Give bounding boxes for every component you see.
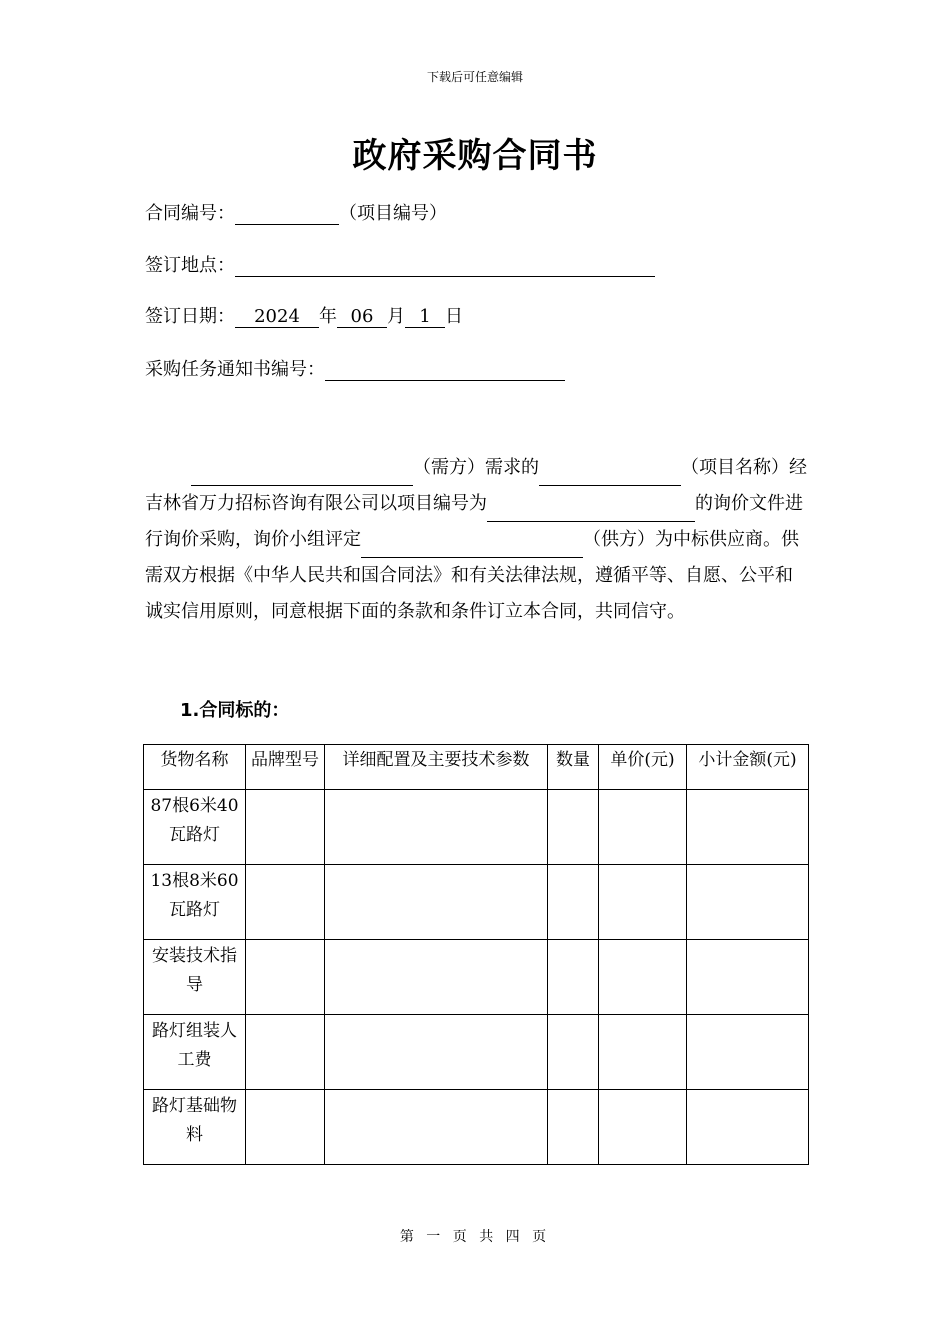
page-footer: 第 一 页 共 四 页 bbox=[399, 1229, 551, 1245]
intro-paragraph bbox=[145, 450, 810, 630]
header-subtotal: 小计金额(元) bbox=[687, 745, 809, 790]
unit-price-cell[interactable] bbox=[599, 790, 687, 865]
table-row bbox=[144, 1090, 809, 1165]
project-number-blank[interactable] bbox=[487, 501, 695, 522]
specs-cell[interactable] bbox=[325, 940, 548, 1015]
contract-number-line bbox=[145, 199, 447, 225]
signing-date-year[interactable]: 2024 bbox=[235, 306, 319, 328]
goods-name-cell: 87根6米40瓦路灯 bbox=[144, 790, 246, 865]
goods-name-cell: 路灯基础物料 bbox=[144, 1090, 246, 1165]
subtotal-cell[interactable] bbox=[687, 790, 809, 865]
header-unit-price: 单价(元) bbox=[599, 745, 687, 790]
quantity-cell[interactable] bbox=[548, 865, 599, 940]
project-name-blank[interactable] bbox=[539, 465, 681, 486]
specs-cell[interactable] bbox=[325, 1015, 548, 1090]
contract-number-blank[interactable] bbox=[235, 204, 339, 225]
signing-place-line bbox=[145, 251, 655, 277]
brand-model-cell[interactable] bbox=[246, 790, 325, 865]
signing-date-line bbox=[145, 302, 463, 328]
intro-text-3: 的询价文件进行询价采购，询价小组评定 bbox=[145, 493, 803, 550]
subtotal-cell[interactable] bbox=[687, 1090, 809, 1165]
task-notice-number-line bbox=[145, 355, 565, 381]
header-brand-model: 品牌型号 bbox=[246, 745, 325, 790]
header-quantity: 数量 bbox=[548, 745, 599, 790]
goods-name-cell: 13根8米60瓦路灯 bbox=[144, 865, 246, 940]
signing-date-month[interactable]: 06 bbox=[337, 306, 387, 328]
signing-place-blank[interactable] bbox=[235, 256, 655, 277]
signing-date-label: 签订日期： bbox=[145, 306, 235, 327]
table-row bbox=[144, 1015, 809, 1090]
specs-cell[interactable] bbox=[325, 790, 548, 865]
document-title: 政府采购合同书 bbox=[352, 136, 598, 176]
signing-date-day-unit: 日 bbox=[445, 306, 463, 327]
quantity-cell[interactable] bbox=[548, 1090, 599, 1165]
header-specs: 详细配置及主要技术参数 bbox=[325, 745, 548, 790]
goods-table bbox=[143, 744, 809, 1165]
brand-model-cell[interactable] bbox=[246, 865, 325, 940]
specs-cell[interactable] bbox=[325, 1090, 548, 1165]
signing-date-month-unit: 月 bbox=[387, 306, 405, 327]
subtotal-cell[interactable] bbox=[687, 940, 809, 1015]
unit-price-cell[interactable] bbox=[599, 865, 687, 940]
unit-price-cell[interactable] bbox=[599, 940, 687, 1015]
table-row bbox=[144, 865, 809, 940]
header-goods-name: 货物名称 bbox=[144, 745, 246, 790]
contract-number-suffix: （项目编号） bbox=[339, 203, 447, 224]
brand-model-cell[interactable] bbox=[246, 1015, 325, 1090]
header-note: 下载后可任意编辑 bbox=[426, 70, 523, 84]
intro-text-2: （项目名称）经吉林省万力招标咨询有限公司以项目编号为 bbox=[145, 457, 807, 514]
signing-date-day[interactable]: 1 bbox=[405, 306, 445, 328]
brand-model-cell[interactable] bbox=[246, 940, 325, 1015]
task-notice-number-blank[interactable] bbox=[325, 360, 565, 381]
task-notice-number-label: 采购任务通知书编号： bbox=[145, 359, 325, 380]
brand-model-cell[interactable] bbox=[246, 1090, 325, 1165]
table-row bbox=[144, 940, 809, 1015]
supplier-name-blank[interactable] bbox=[361, 537, 583, 558]
signing-date-year-unit: 年 bbox=[319, 306, 337, 327]
quantity-cell[interactable] bbox=[548, 940, 599, 1015]
buyer-name-blank[interactable] bbox=[191, 465, 413, 486]
section-1-title: 1.合同标的： bbox=[180, 700, 290, 721]
unit-price-cell[interactable] bbox=[599, 1090, 687, 1165]
subtotal-cell[interactable] bbox=[687, 865, 809, 940]
subtotal-cell[interactable] bbox=[687, 1015, 809, 1090]
quantity-cell[interactable] bbox=[548, 1015, 599, 1090]
unit-price-cell[interactable] bbox=[599, 1015, 687, 1090]
quantity-cell[interactable] bbox=[548, 790, 599, 865]
goods-name-cell: 安装技术指导 bbox=[144, 940, 246, 1015]
contract-number-label: 合同编号： bbox=[145, 203, 235, 224]
intro-text-4: （供方）为中标供应商。供需双方根据《中华人民共和国合同法》和有关法律法规，遵循平等、自愿、公平和诚实信用原则，同意根据下面的条款和条件订立本合同，共同信守。 bbox=[145, 529, 799, 622]
table-header-row bbox=[144, 745, 809, 790]
goods-name-cell: 路灯组装人工费 bbox=[144, 1015, 246, 1090]
signing-place-label: 签订地点： bbox=[145, 255, 235, 276]
table-row bbox=[144, 790, 809, 865]
specs-cell[interactable] bbox=[325, 865, 548, 940]
intro-text-1: （需方）需求的 bbox=[413, 457, 539, 478]
